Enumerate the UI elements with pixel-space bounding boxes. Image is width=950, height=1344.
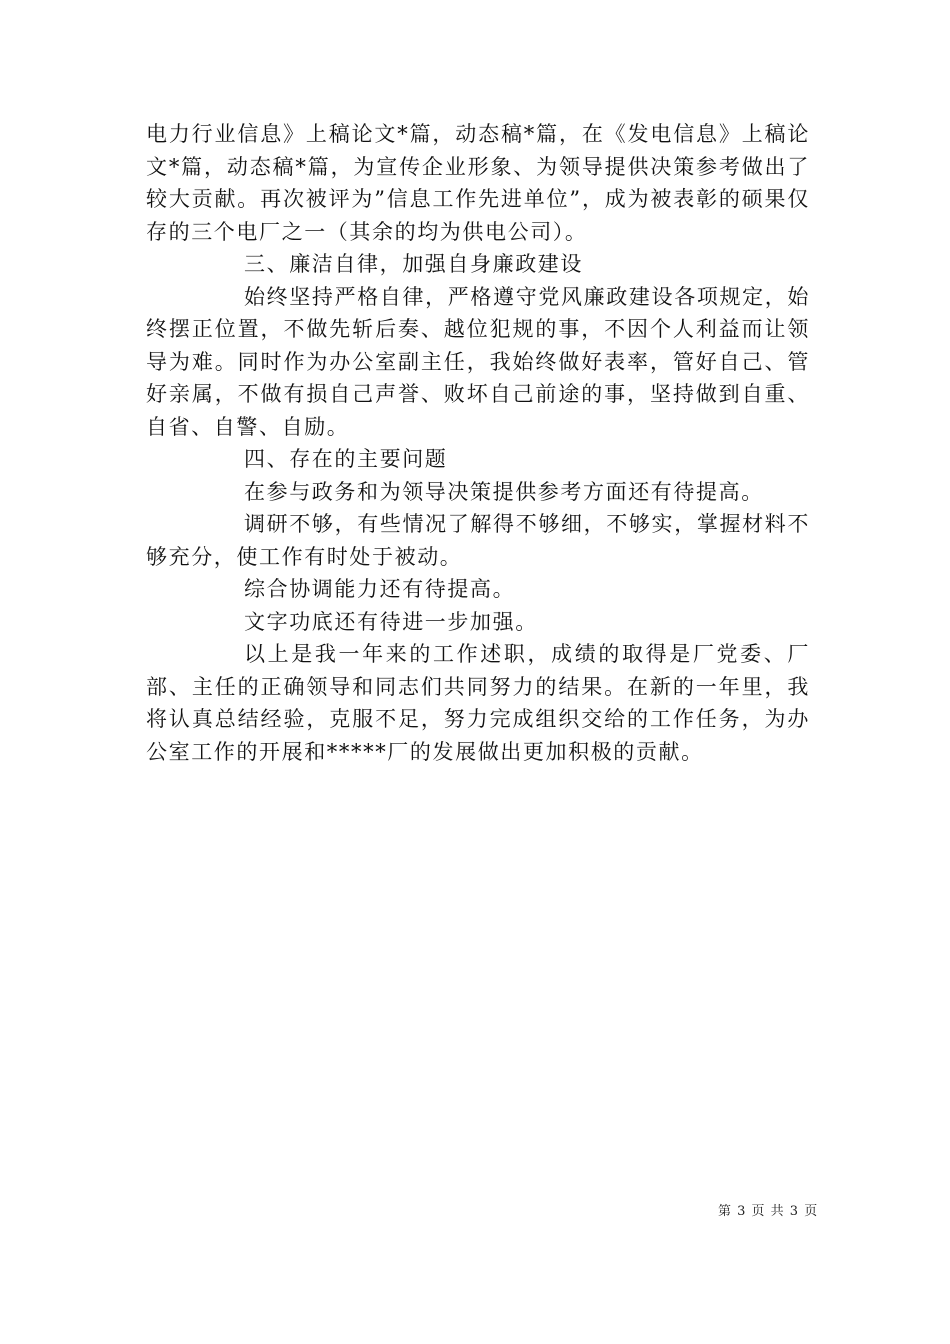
section-heading-3: 三、廉洁自律，加强自身廉政建设 (244, 252, 583, 276)
document-body (146, 118, 810, 768)
paragraph-1: 电力行业信息》上稿论文*篇，动态稿*篇，在《发电信息》上稿论文*篇，动态稿*篇，为宣传企业形象、为领导提供决策参考做出了较大贡献。再次被评为”信息工作先进单位”，成为被表彰的硕果仅存的三个电厂之一（其余的均为供电公司）。 (146, 122, 810, 244)
section-heading-4: 四、存在的主要问题 (244, 447, 448, 471)
problem-item-4: 文字功底还有待进一步加强。 (244, 609, 538, 634)
paragraph-2: 始终坚持严格自律，严格遵守党风廉政建设各项规定，始终摆正位置，不做先斩后奏、越位犯规的事，不因个人利益而让领导为难。同时作为办公室副主任，我始终做好表率，管好自己、管好亲属，不做有损自己声誉、败坏自己前途的事，坚持做到自重、自省、自警、自励。 (146, 284, 810, 439)
closing-paragraph: 以上是我一年来的工作述职，成绩的取得是厂党委、厂部、主任的正确领导和同志们共同努力的结果。在新的一年里，我将认真总结经验，克服不足，努力完成组织交给的工作任务，为办公室工作的开展和*****厂的发展做出更加积极的贡献。 (146, 642, 810, 764)
problem-item-1: 在参与政务和为领导决策提供参考方面还有待提高。 (244, 479, 764, 504)
problem-item-3: 综合协调能力还有待提高。 (244, 577, 516, 601)
page-number-footer: 第 3 页 共 3 页 (718, 1204, 819, 1219)
problem-item-2: 调研不够，有些情况了解得不够细，不够实，掌握材料不够充分，使工作有时处于被动。 (146, 512, 810, 569)
